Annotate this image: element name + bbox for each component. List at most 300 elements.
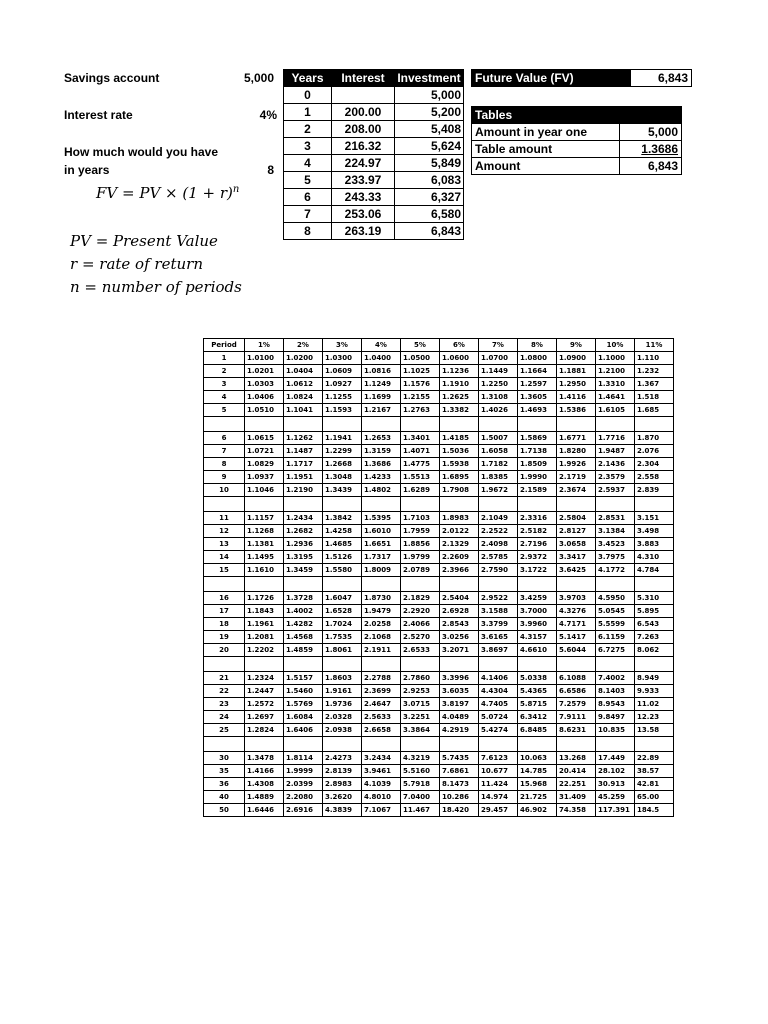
fv-factor-cell: 1.7024 xyxy=(323,618,362,631)
calc-interest: 243.33 xyxy=(332,189,395,206)
fv-factor-cell: 1.1262 xyxy=(284,432,323,445)
tables-row xyxy=(472,124,682,141)
fv-factor-cell: 1.0824 xyxy=(284,391,323,404)
fv-factor-cell: 17.449 xyxy=(596,752,635,765)
fv-factor-cell: 2.1719 xyxy=(557,471,596,484)
fv-factor-cell: 2.4647 xyxy=(362,698,401,711)
fv-factor-cell: 1.1961 xyxy=(245,618,284,631)
savings-account-value[interactable]: 5,000 xyxy=(243,71,274,85)
fv-factor-cell: 5.1417 xyxy=(557,631,596,644)
fv-table-row xyxy=(204,564,674,577)
fv-factor-cell: 3.7975 xyxy=(596,551,635,564)
fv-factor-cell: 7.6861 xyxy=(440,765,479,778)
fv-factor-cell: 2.1436 xyxy=(596,458,635,471)
fv-factor-cell: 1.1041 xyxy=(284,404,323,417)
fv-factor-cell: 1.8730 xyxy=(362,592,401,605)
fv-factor-cell: 4.5950 xyxy=(596,592,635,605)
fv-factor-cell: 1.1000 xyxy=(596,352,635,365)
fv-factor-cell: 1.6771 xyxy=(557,432,596,445)
fv-factor-cell: 1.9990 xyxy=(518,471,557,484)
fv-factor-cell: 2.1329 xyxy=(440,538,479,551)
fv-factor-cell: 3.6425 xyxy=(557,564,596,577)
fv-factor-cell: 1.8009 xyxy=(362,564,401,577)
fv-factor-cell: 6.7275 xyxy=(596,644,635,657)
fv-factor-cell: 1.3478 xyxy=(245,752,284,765)
calc-investment: 5,408 xyxy=(395,121,464,138)
fv-factor-cell: 1.3728 xyxy=(284,592,323,605)
fv-factor-cell: 1.5007 xyxy=(479,432,518,445)
fv-factor-cell: 3.9703 xyxy=(557,592,596,605)
fv-factor-cell: 1.0615 xyxy=(245,432,284,445)
fv-factor-cell: 15.968 xyxy=(518,778,557,791)
fv-factor-cell: 2.1049 xyxy=(479,512,518,525)
fv-factor-cell: 1.3401 xyxy=(401,432,440,445)
fv-factor-cell: 4.1772 xyxy=(596,564,635,577)
fv-factor-cell: 11.467 xyxy=(401,804,440,817)
fv-factor-cell: 1.0100 xyxy=(245,352,284,365)
fv-period-cell: 24 xyxy=(204,711,245,724)
fv-table-row xyxy=(204,685,674,698)
fv-header-rate: 4% xyxy=(362,339,401,352)
fv-factor-cell: 18.420 xyxy=(440,804,479,817)
fv-factor-cell: 10.286 xyxy=(440,791,479,804)
fv-factor-cell: 22.251 xyxy=(557,778,596,791)
fv-factor-cell: 1.1046 xyxy=(245,484,284,497)
tables-row-value: 5,000 xyxy=(620,124,682,141)
fv-factor-cell: 2.3674 xyxy=(557,484,596,497)
fv-factor-cell: 10.835 xyxy=(596,724,635,737)
fv-factor-cell: 4.3839 xyxy=(323,804,362,817)
fv-period-cell: 50 xyxy=(204,804,245,817)
fv-factor-cell: 7.263 xyxy=(635,631,674,644)
fv-factor-cell: 2.1829 xyxy=(401,592,440,605)
fv-factor-cell: 1.1255 xyxy=(323,391,362,404)
fv-period-cell: 30 xyxy=(204,752,245,765)
tables-row xyxy=(472,141,682,158)
fv-factor-cell: 5.0545 xyxy=(596,605,635,618)
fv-table-row xyxy=(204,605,674,618)
fv-factor-cell: 3.6165 xyxy=(479,631,518,644)
fv-factor-cell: 1.5580 xyxy=(323,564,362,577)
fv-table-header-row xyxy=(204,339,674,352)
fv-factor-cell: 1.8385 xyxy=(479,471,518,484)
fv-factor-cell: 1.1487 xyxy=(284,445,323,458)
fv-factor-cell: 1.2597 xyxy=(518,378,557,391)
fv-table-row xyxy=(204,458,674,471)
fv-factor-cell: 1.0201 xyxy=(245,365,284,378)
calc-header-years: Years xyxy=(284,70,332,87)
fv-factor-cell: 8.9543 xyxy=(596,698,635,711)
fv-factor-cell: 1.1881 xyxy=(557,365,596,378)
fv-table-row xyxy=(204,378,674,391)
fv-period-cell: 18 xyxy=(204,618,245,631)
fv-table-row xyxy=(204,631,674,644)
calc-investment: 6,843 xyxy=(395,223,464,240)
fv-factor-cell: 1.1025 xyxy=(401,365,440,378)
fv-factor-cell: 1.7317 xyxy=(362,551,401,564)
fv-factor-cell: 2.6533 xyxy=(401,644,440,657)
fv-factor-cell: 2.0789 xyxy=(401,564,440,577)
fv-factor-cell: 3.9461 xyxy=(362,765,401,778)
fv-period-cell: 15 xyxy=(204,564,245,577)
calc-row xyxy=(284,172,464,189)
fv-factor-cell: 8.1473 xyxy=(440,778,479,791)
fv-factor-cell: 1.4308 xyxy=(245,778,284,791)
fv-factor-cell: 1.4282 xyxy=(284,618,323,631)
fv-factor-cell: 2.6928 xyxy=(440,605,479,618)
fv-factor-cell: 1.9672 xyxy=(479,484,518,497)
fv-factor-cell: 2.0328 xyxy=(323,711,362,724)
pv-definition: PV = Present Value xyxy=(70,232,218,250)
fv-factor-cell: 31.409 xyxy=(557,791,596,804)
fv-factor-cell: 4.7405 xyxy=(479,698,518,711)
fv-factor-cell: 1.9479 xyxy=(362,605,401,618)
fv-factor-cell: 1.7716 xyxy=(596,432,635,445)
tables-row-label: Amount in year one xyxy=(472,124,620,141)
fv-factor-cell: 1.3159 xyxy=(362,445,401,458)
fv-factor-cell: 1.232 xyxy=(635,365,674,378)
fv-header-rate: 9% xyxy=(557,339,596,352)
fv-factor-cell: 6.543 xyxy=(635,618,674,631)
calc-interest: 233.97 xyxy=(332,172,395,189)
fv-factor-cell: 1.0200 xyxy=(284,352,323,365)
calc-row xyxy=(284,104,464,121)
fv-factor-cell: 3.3417 xyxy=(557,551,596,564)
fv-factor-cell: 1.0406 xyxy=(245,391,284,404)
fv-table-row xyxy=(204,672,674,685)
fv-factor-cell: 1.2434 xyxy=(284,512,323,525)
fv-factor-cell: 3.151 xyxy=(635,512,674,525)
calc-interest xyxy=(332,87,395,104)
fv-factor-cell: 1.2250 xyxy=(479,378,518,391)
fv-factor-cell: 5.8715 xyxy=(518,698,557,711)
fv-factor-cell: 1.685 xyxy=(635,404,674,417)
fv-table-row xyxy=(204,538,674,551)
fv-factor-cell: 46.902 xyxy=(518,804,557,817)
fv-factor-cell: 1.2155 xyxy=(401,391,440,404)
fv-table-row xyxy=(204,698,674,711)
fv-factor-cell: 1.9926 xyxy=(557,458,596,471)
calc-year: 6 xyxy=(284,189,332,206)
fv-factor-cell: 7.1067 xyxy=(362,804,401,817)
fv-factor-cell: 1.0300 xyxy=(323,352,362,365)
fv-factor-cell: 2.3579 xyxy=(596,471,635,484)
fv-factor-cell: 8.6231 xyxy=(557,724,596,737)
fv-factor-cell: 1.6010 xyxy=(362,525,401,538)
investment-calc-table xyxy=(283,69,464,240)
fv-factor-cell: 1.1236 xyxy=(440,365,479,378)
fv-factor-cell: 1.8983 xyxy=(440,512,479,525)
fv-factor-cell: 2.5404 xyxy=(440,592,479,605)
tables-row-label: Amount xyxy=(472,158,620,175)
fv-factor-cell: 2.4098 xyxy=(479,538,518,551)
fv-factor-cell: 11.02 xyxy=(635,698,674,711)
fv-factor-cell: 6.8485 xyxy=(518,724,557,737)
fv-factor-cell: 7.9111 xyxy=(557,711,596,724)
fv-factor-cell: 1.3108 xyxy=(479,391,518,404)
fv-factor-cell: 1.1717 xyxy=(284,458,323,471)
fv-factor-cell: 2.0938 xyxy=(323,724,362,737)
fv-factor-cell: 3.9960 xyxy=(518,618,557,631)
fv-factor-cell: 1.4693 xyxy=(518,404,557,417)
fv-table-row xyxy=(204,512,674,525)
calc-interest: 224.97 xyxy=(332,155,395,172)
fv-factor-cell: 6.3412 xyxy=(518,711,557,724)
fv-factor-cell: 1.8280 xyxy=(557,445,596,458)
calc-interest: 253.06 xyxy=(332,206,395,223)
fv-factor-cell: 1.1449 xyxy=(479,365,518,378)
fv-period-cell: 6 xyxy=(204,432,245,445)
fv-factor-cell: 1.1495 xyxy=(245,551,284,564)
fv-factor-cell: 10.063 xyxy=(518,752,557,765)
fv-factor-cell: 1.6528 xyxy=(323,605,362,618)
fv-factor-cell: 1.0510 xyxy=(245,404,284,417)
fv-factor-cell: 1.3048 xyxy=(323,471,362,484)
fv-factor-cell: 2.9522 xyxy=(479,592,518,605)
fv-factor-cell: 1.6047 xyxy=(323,592,362,605)
fv-factor-cell: 3.0256 xyxy=(440,631,479,644)
calc-row xyxy=(284,206,464,223)
fv-factor-cell: 1.0800 xyxy=(518,352,557,365)
fv-factor-cell: 4.3219 xyxy=(401,752,440,765)
fv-formula-exponent: n xyxy=(232,184,240,195)
tables-row-value: 6,843 xyxy=(620,158,682,175)
fv-table-row xyxy=(204,404,674,417)
fv-factor-cell: 1.2697 xyxy=(245,711,284,724)
fv-factor-cell: 1.1610 xyxy=(245,564,284,577)
fv-factor-cell: 1.6105 xyxy=(596,404,635,417)
fv-factor-cell: 1.2950 xyxy=(557,378,596,391)
fv-factor-cell: 3.498 xyxy=(635,525,674,538)
fv-factor-cell: 4.1406 xyxy=(479,672,518,685)
calc-investment: 6,327 xyxy=(395,189,464,206)
fv-period-cell: 23 xyxy=(204,698,245,711)
fv-factor-cell: 7.4002 xyxy=(596,672,635,685)
fv-factor-cell: 2.3316 xyxy=(518,512,557,525)
fv-factor-cell: 11.424 xyxy=(479,778,518,791)
fv-table-row xyxy=(204,471,674,484)
fv-factor-cell: 1.9736 xyxy=(323,698,362,711)
fv-factor-cell: 1.5157 xyxy=(284,672,323,685)
tables-box xyxy=(471,106,682,175)
fv-factor-cell: 1.7138 xyxy=(518,445,557,458)
calc-investment: 6,580 xyxy=(395,206,464,223)
fv-factor-cell: 1.1593 xyxy=(323,404,362,417)
fv-factor-cell: 1.2100 xyxy=(596,365,635,378)
fv-factor-cell: 5.7918 xyxy=(401,778,440,791)
fv-factor-cell: 4.310 xyxy=(635,551,674,564)
fv-factor-cell: 1.9999 xyxy=(284,765,323,778)
fv-factor-cell: 4.6610 xyxy=(518,644,557,657)
fv-factor-cell: 1.870 xyxy=(635,432,674,445)
fv-factor-cell: 1.4116 xyxy=(557,391,596,404)
fv-period-cell: 20 xyxy=(204,644,245,657)
fv-factor-cell: 2.3966 xyxy=(440,564,479,577)
future-value-label: Future Value (FV) xyxy=(472,70,618,87)
fv-factor-cell: 1.3310 xyxy=(596,378,635,391)
fv-factor-cell: 3.6035 xyxy=(440,685,479,698)
calc-year: 7 xyxy=(284,206,332,223)
fv-factor-cell: 2.2522 xyxy=(479,525,518,538)
fv-factor-cell: 1.5460 xyxy=(284,685,323,698)
fv-factor-cell: 5.0724 xyxy=(479,711,518,724)
fv-factor-cell: 22.89 xyxy=(635,752,674,765)
fv-period-cell: 1 xyxy=(204,352,245,365)
fv-factor-cell: 1.2167 xyxy=(362,404,401,417)
fv-period-cell: 2 xyxy=(204,365,245,378)
fv-factor-cell: 2.7590 xyxy=(479,564,518,577)
fv-factor-cell: 1.6895 xyxy=(440,471,479,484)
fv-group-gap xyxy=(204,737,674,752)
fv-period-cell: 16 xyxy=(204,592,245,605)
fv-factor-cell: 3.3864 xyxy=(401,724,440,737)
fv-factor-cell: 1.2299 xyxy=(323,445,362,458)
interest-rate-value[interactable]: 4% xyxy=(259,108,277,122)
fv-period-cell: 17 xyxy=(204,605,245,618)
years-value[interactable]: 8 xyxy=(267,163,274,177)
calc-investment: 5,200 xyxy=(395,104,464,121)
fv-factor-cell: 1.0500 xyxy=(401,352,440,365)
fv-factor-cell: 2.8983 xyxy=(323,778,362,791)
fv-factor-cell: 1.1249 xyxy=(362,378,401,391)
fv-factor-cell: 5.5160 xyxy=(401,765,440,778)
fv-factor-cell: 14.785 xyxy=(518,765,557,778)
calc-header-row xyxy=(284,70,464,87)
fv-factor-cell: 2.558 xyxy=(635,471,674,484)
fv-factor-cell: 2.5804 xyxy=(557,512,596,525)
n-definition: n = number of periods xyxy=(70,278,242,296)
fv-factor-cell: 2.1589 xyxy=(518,484,557,497)
fv-factor-cell: 9.8497 xyxy=(596,711,635,724)
calc-year: 2 xyxy=(284,121,332,138)
fv-factor-cell: 12.23 xyxy=(635,711,674,724)
calc-investment: 5,849 xyxy=(395,155,464,172)
fv-period-cell: 14 xyxy=(204,551,245,564)
fv-factor-cell: 4.7171 xyxy=(557,618,596,631)
fv-factor-cell: 1.5036 xyxy=(440,445,479,458)
fv-formula xyxy=(96,184,239,202)
fv-period-cell: 5 xyxy=(204,404,245,417)
fv-factor-cell: 1.8114 xyxy=(284,752,323,765)
fv-factor-cell: 4.2919 xyxy=(440,724,479,737)
fv-factor-cell: 1.0609 xyxy=(323,365,362,378)
fv-factor-cell: 1.5869 xyxy=(518,432,557,445)
fv-factor-cell: 2.8531 xyxy=(596,512,635,525)
fv-factor-cell: 1.7959 xyxy=(401,525,440,538)
calc-year: 4 xyxy=(284,155,332,172)
fv-factor-cell: 2.5182 xyxy=(518,525,557,538)
calc-year: 1 xyxy=(284,104,332,121)
fv-factor-cell: 1.4071 xyxy=(401,445,440,458)
fv-factor-cell: 1.0829 xyxy=(245,458,284,471)
fv-factor-cell: 5.895 xyxy=(635,605,674,618)
tables-row-value: 1.3686 xyxy=(620,141,682,158)
fv-factor-cell: 1.1576 xyxy=(401,378,440,391)
savings-account-label: Savings account xyxy=(64,71,160,85)
fv-factor-cell: 4.0489 xyxy=(440,711,479,724)
fv-factor-cell: 1.1910 xyxy=(440,378,479,391)
fv-factor-cell: 1.0927 xyxy=(323,378,362,391)
calc-interest: 208.00 xyxy=(332,121,395,138)
fv-header-rate: 11% xyxy=(635,339,674,352)
fv-table-row xyxy=(204,592,674,605)
fv-factor-cell: 1.1941 xyxy=(323,432,362,445)
fv-table-row xyxy=(204,804,674,817)
fv-group-gap xyxy=(204,657,674,672)
fv-factor-cell: 2.304 xyxy=(635,458,674,471)
fv-factor-cell: 1.2824 xyxy=(245,724,284,737)
fv-factor-cell: 117.391 xyxy=(596,804,635,817)
fv-factor-cell: 6.1159 xyxy=(596,631,635,644)
calc-header-investment: Investment xyxy=(395,70,464,87)
interest-rate-label: Interest rate xyxy=(64,108,133,122)
fv-factor-cell: 8.062 xyxy=(635,644,674,657)
fv-header-rate: 1% xyxy=(245,339,284,352)
fv-factor-cell: 1.3842 xyxy=(323,512,362,525)
fv-factor-cell: 7.0400 xyxy=(401,791,440,804)
fv-header-rate: 10% xyxy=(596,339,635,352)
calc-interest: 263.19 xyxy=(332,223,395,240)
calc-year: 5 xyxy=(284,172,332,189)
fv-factor-cell: 38.57 xyxy=(635,765,674,778)
fv-factor-cell: 3.8197 xyxy=(440,698,479,711)
fv-factor-cell: 1.5126 xyxy=(323,551,362,564)
fv-factor-cell: 2.5937 xyxy=(596,484,635,497)
fv-factor-cell: 3.1722 xyxy=(518,564,557,577)
fv-factor-cell: 2.2788 xyxy=(362,672,401,685)
fv-factor-cell: 1.0600 xyxy=(440,352,479,365)
calc-row xyxy=(284,87,464,104)
years-question-label: How much would you have xyxy=(64,145,219,159)
fv-header-rate: 8% xyxy=(518,339,557,352)
fv-factor-cell: 2.6916 xyxy=(284,804,323,817)
fv-period-cell: 40 xyxy=(204,791,245,804)
fv-factor-cell: 1.7908 xyxy=(440,484,479,497)
fv-factor-cell: 3.883 xyxy=(635,538,674,551)
fv-factor-cell: 2.2609 xyxy=(440,551,479,564)
fv-factor-cell: 3.1588 xyxy=(479,605,518,618)
fv-factor-cell: 2.0122 xyxy=(440,525,479,538)
fv-factor-cell: 1.9161 xyxy=(323,685,362,698)
fv-factor-cell: 6.1088 xyxy=(557,672,596,685)
fv-factor-cell: 1.8856 xyxy=(401,538,440,551)
fv-factor-cell: 2.4273 xyxy=(323,752,362,765)
fv-factor-cell: 5.7435 xyxy=(440,752,479,765)
fv-factor-cell: 1.4641 xyxy=(596,391,635,404)
fv-factor-cell: 1.2447 xyxy=(245,685,284,698)
fv-factor-cell: 2.2080 xyxy=(284,791,323,804)
fv-factor-cell: 3.8697 xyxy=(479,644,518,657)
fv-factor-cell: 1.3605 xyxy=(518,391,557,404)
fv-factor-cell: 1.4568 xyxy=(284,631,323,644)
fv-header-rate: 3% xyxy=(323,339,362,352)
fv-factor-cell: 1.4002 xyxy=(284,605,323,618)
fv-period-cell: 10 xyxy=(204,484,245,497)
fv-factor-cell: 1.0400 xyxy=(362,352,401,365)
fv-factor-cell: 20.414 xyxy=(557,765,596,778)
fv-table-row xyxy=(204,752,674,765)
fv-table-row xyxy=(204,765,674,778)
fv-factor-cell: 1.1381 xyxy=(245,538,284,551)
fv-factor-table-container xyxy=(203,338,688,860)
fv-factor-cell: 5.4274 xyxy=(479,724,518,737)
calc-interest: 200.00 xyxy=(332,104,395,121)
fv-factor-cell: 1.5769 xyxy=(284,698,323,711)
fv-factor-cell: 1.5938 xyxy=(440,458,479,471)
fv-factor-cell: 1.4026 xyxy=(479,404,518,417)
fv-factor-cell: 1.110 xyxy=(635,352,674,365)
fv-factor-cell: 2.3699 xyxy=(362,685,401,698)
